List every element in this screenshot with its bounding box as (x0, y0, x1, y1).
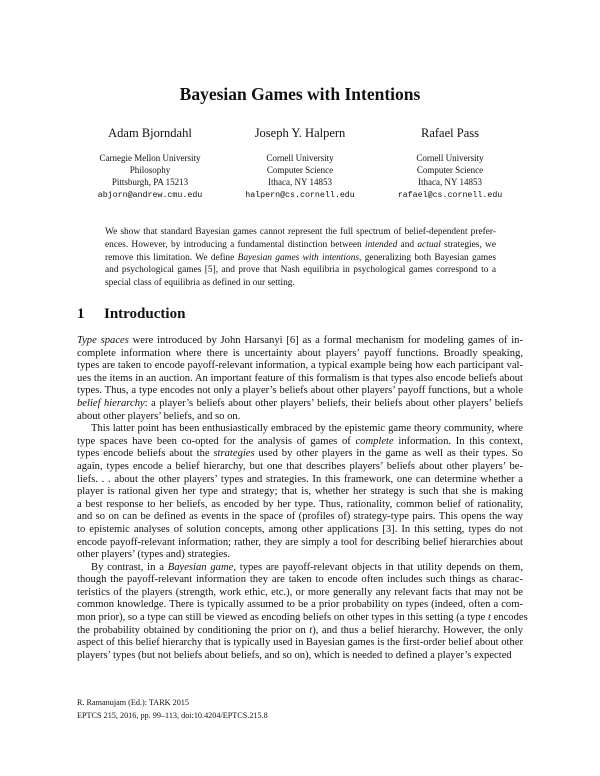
text-segment: types encode beliefs about the (77, 448, 214, 460)
emphasized-text: actual (417, 239, 441, 250)
text-line (105, 277, 496, 290)
text-segment: mon prior), so a type can still be viewed as encoding beliefs on other types in this setting (a type (77, 612, 488, 624)
text-segment: teristics of the players (strength, work ethic, etc.), or more generally any relevant facts that may not be (77, 586, 523, 598)
text-line (77, 524, 523, 537)
text-line (77, 637, 523, 650)
text-line (77, 423, 523, 436)
emphasized-text: Type spaces (77, 335, 129, 346)
text-line (77, 587, 523, 600)
text-segment: ences. However, by introducing a fundamental distinction between (105, 239, 365, 250)
text-line (77, 511, 523, 524)
affiliation-line: Pittsburgh, PA 15213 (111, 177, 189, 187)
text-line (77, 612, 528, 625)
affiliation-line: Computer Science (416, 165, 484, 175)
affiliation-line: Cornell University (416, 153, 484, 163)
text-line (77, 486, 523, 499)
emphasized-text: intended (365, 239, 398, 250)
text-line (77, 348, 523, 361)
text-line (77, 549, 523, 562)
section-title: Introduction (104, 306, 186, 322)
text-segment: were introduced by John Harsanyi [6] as a formal mechanism for modeling games of in- (128, 335, 523, 346)
author-name: Rafael Pass (421, 126, 479, 140)
text-segment: encode payoff-relevant information; rather, they are simply a tool for describing belief hierarchies about (77, 536, 523, 548)
text-line (77, 398, 523, 411)
text-line (77, 461, 523, 474)
author-name: Joseph Y. Halpern (254, 126, 346, 140)
emphasized-text: t (309, 624, 313, 636)
author-email[interactable]: rafael@cs.cornell.edu (397, 191, 503, 200)
text-line (105, 226, 496, 239)
footer-citation: EPTCS 215, 2016, pp. 99–113, doi:10.4204/EPTCS.215.8 (77, 711, 268, 720)
text-line (77, 474, 523, 487)
text-line (77, 411, 523, 424)
text-line (77, 499, 523, 512)
section-number: 1 (77, 306, 85, 322)
text-line (77, 360, 523, 373)
text-segment: again, types encode a belief hierarchy, but one that describes players’ beliefs about other players’ be- (77, 460, 523, 472)
emphasized-text: Bayesian games with intentions (237, 252, 360, 263)
text-segment: about other players’ beliefs, and so on. (77, 410, 241, 422)
abstract (105, 226, 496, 290)
text-segment: though the payoff-relevant information they are taken to encode often includes such things as charac- (77, 574, 523, 586)
text-line (77, 448, 523, 461)
emphasized-text: strategies (213, 448, 255, 460)
text-segment: common knowledge. There is typically assumed to be a prior probability on types (indeed, often a com- (77, 599, 523, 611)
text-line (105, 252, 496, 265)
text-segment: ues the items in an auction. An important feature of this formalism is that types also encode beliefs about (77, 372, 523, 384)
text-segment: , types are payoff-relevant objects in that utility depends on them, (233, 561, 523, 573)
text-segment: and so on can be defined as events in the space of (profiles of) strategy-type pairs. This opens the way (77, 511, 523, 523)
text-segment: strategies, we (440, 239, 496, 250)
text-segment: to epistemic analyses of solution concepts, among other applications [3]. In this setting, types do not (77, 523, 523, 535)
author-affiliation (360, 152, 540, 188)
text-line (77, 537, 523, 550)
text-segment: aspect of this belief hierarchy that is typically used in Bayesian games is the first-order belief about other (77, 637, 523, 649)
affiliation-line: Ithaca, NY 14853 (268, 177, 332, 187)
text-line (77, 373, 523, 386)
text-segment: player is rational given her type and strategy; that is, whether her strategy is such that she is making (77, 486, 523, 498)
text-segment: other players’ (types and) strategies. (77, 549, 231, 561)
author-email[interactable]: abjorn@andrew.cmu.edu (97, 191, 203, 200)
emphasized-text: complete (355, 435, 394, 447)
text-segment: and (397, 239, 418, 250)
text-line (77, 650, 523, 663)
text-line (77, 335, 523, 348)
text-segment: We show that standard Bayesian games cannot represent the full spectrum of belief-dependent prefer- (105, 227, 496, 237)
section-heading (77, 306, 185, 323)
text-line (77, 599, 523, 612)
text-segment: , generalizing both Bayesian games (359, 252, 497, 263)
text-segment: types are taken to encode payoff-relevant information, a typical example being how each participant val- (77, 360, 523, 372)
text-segment: the probability obtained by conditioning the prior on (77, 624, 310, 636)
text-line (77, 625, 523, 638)
text-segment: ), and thus a belief hierarchy. However, the only (312, 624, 523, 636)
text-line (77, 385, 523, 398)
text-line (77, 562, 523, 575)
text-segment: complete information where there is uncertainty about players’ payoff functions. Broadly speaking, (77, 347, 523, 359)
affiliation-line: Philosophy (129, 165, 171, 175)
author-email[interactable]: halpern@cs.cornell.edu (245, 191, 355, 200)
text-segment: information. In this context, (393, 435, 524, 447)
text-segment: This latter point has been enthusiastically embraced by the epistemic game theory community, where (91, 423, 523, 435)
affiliation-line: Computer Science (266, 165, 334, 175)
text-segment: : a player’s beliefs about other players’ beliefs, their beliefs about other players’ beliefs (144, 397, 523, 409)
paper-title: Bayesian Games with Intentions (179, 84, 421, 104)
text-segment: and psychological games [5], and prove that Nash equilibria in psychological games correspond to a (105, 265, 496, 276)
footer-editor: R. Ramanujam (Ed.): TARK 2015 (77, 698, 189, 707)
text-line (105, 264, 496, 277)
affiliation-line: Cornell University (266, 153, 334, 163)
text-segment: encodes (490, 612, 528, 624)
text-line (77, 574, 523, 587)
text-segment: type spaces have been co-opted for the analysis of games of (77, 435, 356, 447)
body-text (77, 335, 528, 662)
text-segment: a best response to her beliefs, as encoded by her type. Thus, rationality, common belief of rationality, (77, 498, 523, 510)
emphasized-text: t (488, 612, 491, 624)
text-segment: liefs. . . about the other players’ types and strategies. In this framework, one can determine whether a (77, 473, 523, 485)
emphasized-text: Bayesian game (167, 561, 234, 573)
text-segment: players’ types (but not beliefs about beliefs, and so on), which is needed to defined a player’s expected (77, 649, 512, 661)
text-segment: types. Thus, a type encodes not only a player’s beliefs about other players’ payoff functions, but a whole (77, 385, 523, 397)
text-segment: used by other players in the game as well as their types. So (254, 448, 523, 460)
author-name: Adam Bjorndahl (108, 126, 192, 140)
text-segment: By contrast, in a (91, 561, 168, 573)
emphasized-text: belief hierarchy (77, 397, 145, 409)
affiliation-line: Carnegie Mellon University (99, 153, 201, 163)
text-line (105, 239, 496, 252)
text-segment: remove this limitation. We define (105, 252, 238, 263)
text-segment: special class of equilibria as defined in our setting. (105, 278, 295, 288)
affiliation-line: Ithaca, NY 14853 (418, 177, 482, 187)
text-line (77, 436, 523, 449)
